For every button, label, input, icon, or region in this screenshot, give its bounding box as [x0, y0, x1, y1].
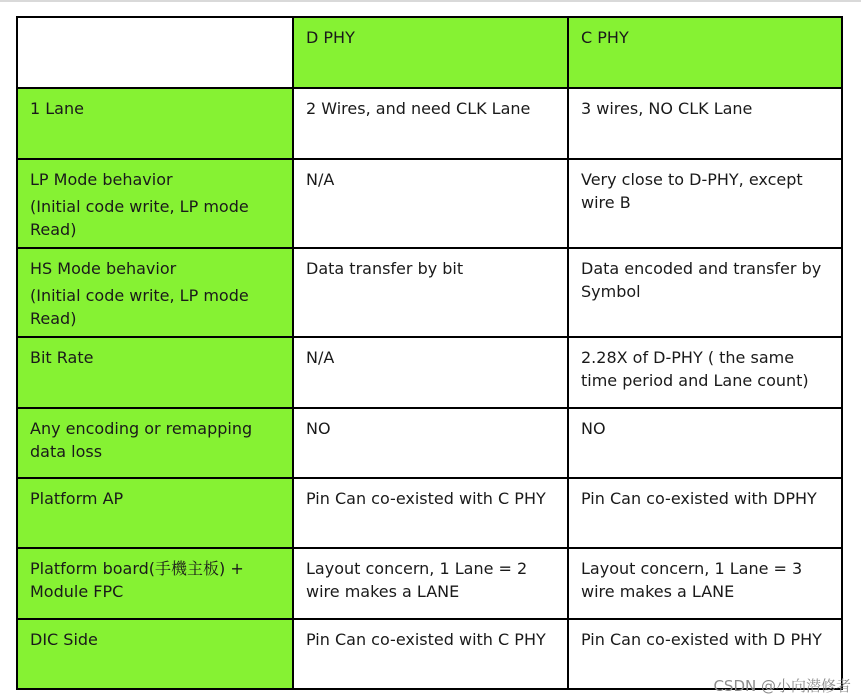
table-row [17, 548, 842, 619]
row-label-lp-mode [17, 159, 293, 248]
cell-dphy-encoding: NO [293, 408, 568, 478]
row-label-platform-ap: Platform AP [17, 478, 293, 548]
table-row [17, 408, 842, 478]
watermark-text: CSDN @小向潜修者 [713, 677, 851, 695]
cell-cphy-hs-mode: Data encoded and transfer by Symbol [568, 248, 842, 337]
row-label-hs-mode [17, 248, 293, 337]
cell-dphy-platform-ap: Pin Can co-existed with C PHY [293, 478, 568, 548]
row-label-bit-rate: Bit Rate [17, 337, 293, 408]
row-label-platform-board: Platform board(手機主板) + Module FPC [17, 548, 293, 619]
row-label-hs-mode-note: (Initial code write, LP mode Read) [30, 286, 249, 328]
row-label-lp-mode-title: LP Mode behavior [30, 170, 173, 189]
table-row [17, 478, 842, 548]
cell-dphy-bit-rate: N/A [293, 337, 568, 408]
comparison-table [16, 16, 843, 690]
table-row [17, 159, 842, 248]
cell-cphy-bit-rate: 2.28X of D-PHY ( the same time period and Lane count) [568, 337, 842, 408]
cell-cphy-lp-mode: Very close to D-PHY, except wire B [568, 159, 842, 248]
cell-dphy-platform-board: Layout concern, 1 Lane = 2 wire makes a LANE [293, 548, 568, 619]
cell-dphy-lp-mode: N/A [293, 159, 568, 248]
cell-dphy-hs-mode: Data transfer by bit [293, 248, 568, 337]
cell-cphy-platform-board: Layout concern, 1 Lane = 3 wire makes a LANE [568, 548, 842, 619]
table-row [17, 337, 842, 408]
row-label-hs-mode-title: HS Mode behavior [30, 259, 177, 278]
header-cphy: C PHY [568, 17, 842, 88]
row-label-lp-mode-note: (Initial code write, LP mode Read) [30, 197, 249, 239]
cell-cphy-dic-side: Pin Can co-existed with D PHY [568, 619, 842, 689]
table-row [17, 88, 842, 159]
header-row [17, 17, 842, 88]
row-label-1-lane: 1 Lane [17, 88, 293, 159]
cell-dphy-dic-side: Pin Can co-existed with C PHY [293, 619, 568, 689]
cell-cphy-platform-ap: Pin Can co-existed with DPHY [568, 478, 842, 548]
cell-cphy-encoding: NO [568, 408, 842, 478]
row-label-encoding: Any encoding or remapping data loss [17, 408, 293, 478]
header-corner-cell [17, 17, 293, 88]
header-dphy: D PHY [293, 17, 568, 88]
cell-cphy-1-lane: 3 wires, NO CLK Lane [568, 88, 842, 159]
top-divider [0, 0, 861, 2]
table-row [17, 248, 842, 337]
cell-dphy-1-lane: 2 Wires, and need CLK Lane [293, 88, 568, 159]
row-label-dic-side: DIC Side [17, 619, 293, 689]
